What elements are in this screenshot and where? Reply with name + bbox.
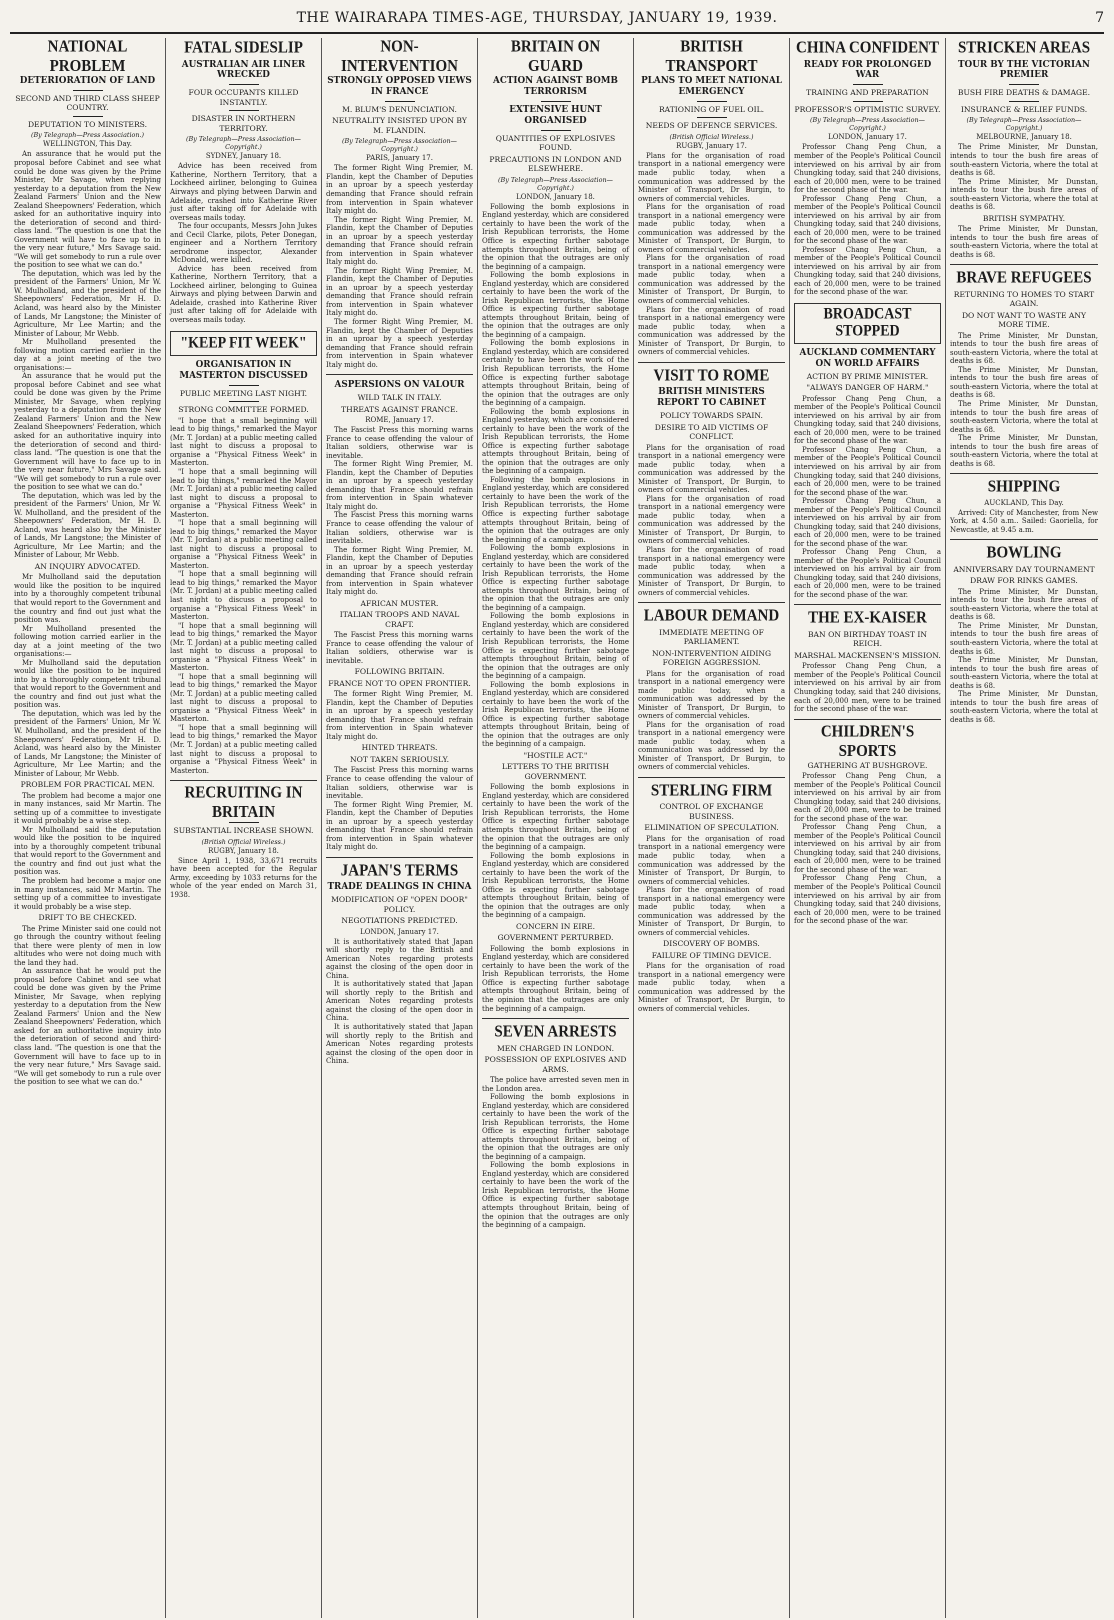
rule xyxy=(73,116,103,117)
dateline: (By Telegraph—Press Association—Copyright.) xyxy=(810,116,925,133)
paragraph: The Prime Minister, Mr Dunstan, intends to tour the bush fire areas of south-eastern Victoria, where the total at deaths is 68. xyxy=(950,143,1098,178)
subhead: FAILURE OF TIMING DEVICE. xyxy=(651,950,772,960)
subhead: ITALIAN TROOPS AND NAVAL CRAFT. xyxy=(339,610,460,629)
paragraph: The Fascist Press this morning warns France to cease offending the valour of Italian soldiers, otherwise war is inevitable. xyxy=(326,426,473,460)
paragraph: Following the bomb explosions in England yesterday, which are considered certainly to have been the work of the Irish Republican terrorists, the Home Office is expecting further sabotage attempts throughout Britain, being of the opinion that the outrages are only the beginning of a campaign. xyxy=(482,202,629,271)
article-body xyxy=(950,332,1098,469)
divider xyxy=(638,362,785,363)
paragraph: The deputation, which was led by the president of the Farmers' Union, Mr W. W. Mulholland, and the president of the Sheepowners' Federation, Mr H. D. Acland, was heard also by the Minister of Lands, Mr Langstone; the Minister of Agriculture, Mr Lee Martin; and the Minister of Labour, Mr Webb. xyxy=(14,269,161,338)
subhead: PUBLIC MEETING LAST NIGHT. xyxy=(179,388,308,398)
subhead: ORGANISATION IN MASTERTON DISCUSSED xyxy=(179,359,308,381)
paragraph: Plans for the organisation of road transport in a national emergency were made public today, when a communication was addressed by the Minister of Transport, Dr Burgin, to owners of commercial vehicles. xyxy=(638,886,785,937)
dateline: (By Telegraph—Press Association.) xyxy=(30,131,145,140)
article-body xyxy=(170,857,317,900)
headline-national-problem: NATIONAL PROBLEM xyxy=(47,38,128,75)
paragraph: "I hope that a small beginning will lead to big things," remarked the Mayor (Mr. T. Jordan) at a public meeting called last night to discuss a proposal to organise a "Physical Fitness Week" in Masterton. xyxy=(170,621,317,673)
article-body xyxy=(326,426,473,597)
paragraph: Following the bomb explosions in England yesterday, which are considered certainly to have been the work of the Irish Republican terrorists, the Home Office is expecting further sabotage attempts throughout Britain, being of the opinion that the outrages are only the beginning of a campaign. xyxy=(482,475,629,544)
paragraph: Following the bomb explosions in England yesterday, which are considered certainly to have been the work of the Irish Republican terrorists, the Home Office is expecting further sabotage attempts throughout Britain, being of the opinion that the outrages are only the beginning of a campaign. xyxy=(482,612,629,681)
paragraph: The former Right Wing Premier, M. Flandin, kept the Chamber of Deputies in an uproar by a speech yesterday demanding that France should refrain from intervention in Spain whatever Italy might do. xyxy=(326,460,473,511)
paragraph: Arrived: City of Manchester, from New York, at 4.50 a.m.. Sailed: Gaoriella, for Newcastle, at 9.45 a.m. xyxy=(950,508,1098,534)
paragraph: The problem had become a major one in many instances, said Mr Martin. The setting up of a committee to investigate it would probably be a wise step. xyxy=(14,876,161,911)
article-body xyxy=(794,395,941,600)
article-body xyxy=(14,150,161,560)
subhead: ELIMINATION OF SPECULATION. xyxy=(644,823,779,833)
subhead: BAN ON BIRTHDAY TOAST IN REICH. xyxy=(807,629,928,649)
paragraph: Following the bomb explosions in England yesterday, which are considered certainly to have been the work of the Irish Republican terrorists, the Home Office is expecting further sabotage attempts throughout Britain, being of the opinion that the outrages are only the beginning of a campaign. xyxy=(482,544,629,612)
subhead: DISCOVERY OF BOMBS. xyxy=(663,939,760,949)
subhead: RATIONING OF FUEL OIL. xyxy=(658,104,765,114)
paragraph: Professor Chang Peng Chun, a member of the People's Political Council interviewed on his arrival by air from Chungking today, said that 240 divisions, each of 20,000 men, were to be trained for the second phase of the war. xyxy=(794,245,941,297)
columns xyxy=(10,38,1104,1618)
subhead: THREATS AGAINST FRANCE. xyxy=(341,404,458,414)
headline-seven-arrests: SEVEN ARRESTS xyxy=(494,1022,617,1042)
headline-china-confident: CHINA CONFIDENT xyxy=(796,38,939,58)
subhead: CONCERN IN EIRE. xyxy=(515,921,596,931)
paragraph: The deputation, which was led by the president of the Farmers' Union, Mr W. W. Mulholland, and the president of the Sheepowners' Federation, Mr H. D. Acland, was heard also by the Minister of Lands, Mr Langstone; the Minister of Agriculture, Mr Lee Martin; and the Minister of Labour, Mr Webb. xyxy=(14,709,161,778)
column-fatal-sideslip xyxy=(166,38,322,1618)
paragraph: The Prime Minister, Mr Dunstan, intends to tour the bush fire areas of south-eastern Victoria, where the total at deaths is 68. xyxy=(950,434,1098,468)
article-body xyxy=(950,143,1098,211)
article-body xyxy=(950,225,1098,259)
rule xyxy=(853,101,883,102)
subhead: AFRICAN MUSTER. xyxy=(360,598,439,608)
article-body xyxy=(638,444,785,598)
divider xyxy=(170,780,317,781)
paragraph: Mr Mulholland said the deputation would like the position to be inquired into by a thoroughly competent tribunal that would report to the Government and the country and find out just what the position was. xyxy=(14,658,161,710)
paragraph: Plans for the organisation of road transport in a national emergency were made public today, when a communication was addressed by the Minister of Transport, Dr Burgin, to owners of commercial vehicles. xyxy=(638,720,785,772)
subhead: IMMEDIATE MEETING OF PARLIAMENT. xyxy=(659,627,764,647)
rule xyxy=(541,101,571,102)
paragraph: Following the bomb explosions in England yesterday, which are considered certainly to have been the work of the Irish Republican terrorists, the Home Office is expecting further sabotage attempts throughout Britain, being of the opinion that the outrages are only the beginning of a campaign. xyxy=(482,407,629,476)
masthead xyxy=(10,10,1104,34)
paragraph: Professor Chang Peng Chun, a member of the People's Political Council interviewed on his arrival by air from Chungking today, said that 240 divisions, each of 20,000 men, were to be trained for the second phase of the war. xyxy=(794,823,941,874)
subhead: PRECAUTIONS IN LONDON AND ELSEWHERE. xyxy=(489,154,622,174)
paragraph: The deputation, which was led by the president of the Farmers' Union, Mr W. W. Mulholland, and the president of the Sheepowners' Federation, Mr H. D. Acland, was heard also by the Minister of Lands, Mr Langstone; the Minister of Agriculture, Mr Lee Martin; and the Minister of Labour, Mr Webb. xyxy=(14,491,161,560)
broadcast-headline-box xyxy=(794,303,941,344)
place-line: WELLINGTON, This Day. xyxy=(43,140,132,149)
paragraph: It is authoritatively stated that Japan will shortly reply to the British and American Notes regarding protests against the closing of the open door in China. xyxy=(326,1023,473,1066)
article-body xyxy=(326,164,473,369)
rule xyxy=(541,130,571,131)
paragraph: Professor Chang Peng Chun, a member of the People's Political Council interviewed on his arrival by air from Chungking today, said that 240 divisions, each of 20,000 men, were to be trained for the second phase of the war. xyxy=(794,394,941,446)
paragraph: The police have arrested seven men in the London area. xyxy=(482,1076,629,1093)
paragraph: Following the bomb explosions in England yesterday, which are considered certainly to have been the work of the Irish Republican terrorists, the Home Office is expecting further sabotage attempts throughout Britain, being of the opinion that the outrages are only the beginning of a campaign. xyxy=(482,271,629,339)
paragraph: Professor Chang Peng Chun, a member of the People's Political Council interviewed on his arrival by air from Chungking today, said that 240 divisions, each of 20,000 men, were to be trained for the second phase of the war. xyxy=(794,445,941,497)
article-body xyxy=(950,588,1098,725)
subhead: STRONGLY OPPOSED VIEWS IN FRANCE xyxy=(327,76,472,97)
paragraph: Plans for the organisation of road transport in a national emergency were made public today, when a communication was addressed by the Minister of Transport, Dr Burgin, to owners of commercial vehicles. xyxy=(638,151,785,203)
subhead: SECOND AND THIRD CLASS SHEEP COUNTRY. xyxy=(15,93,160,113)
subhead: "ALWAYS DANGER OF HARM." xyxy=(806,383,929,393)
subhead: AUSTRALIAN AIR LINER WRECKED xyxy=(181,59,306,81)
subhead: ACTION BY PRIME MINISTER. xyxy=(806,371,929,381)
article-body xyxy=(14,925,161,1087)
subhead: DRIFT TO BE CHECKED. xyxy=(38,913,137,923)
paragraph: The Prime Minister, Mr Dunstan, intends to tour the bush fire areas of south-eastern Victoria, where the total at deaths is 68. xyxy=(950,656,1098,690)
subhead: LETTERS TO THE BRITISH GOVERNMENT. xyxy=(501,762,610,781)
article-body xyxy=(638,962,785,1013)
paragraph: The Fascist Press this morning warns France to cease offending the valour of Italian soldiers, otherwise war is inevitable. xyxy=(326,631,473,665)
paragraph: Following the bomb explosions in England yesterday, which are considered certainly to have been the work of the Irish Republican terrorists, the Home Office is expecting further sabotage attempts throughout Britain, being of the opinion that the outrages are only the beginning of a campaign. xyxy=(482,1093,629,1161)
place-line: PARIS, January 17. xyxy=(366,154,433,163)
article-body xyxy=(170,162,317,324)
subhead: POSSESSION OF EXPLOSIVES AND ARMS. xyxy=(484,1055,627,1074)
rule xyxy=(229,110,259,111)
subhead: HINTED THREATS. xyxy=(361,743,438,753)
column-britain-on-guard xyxy=(478,38,634,1618)
article-body xyxy=(638,152,785,357)
paragraph: It is authoritatively stated that Japan will shortly reply to the British and American Notes regarding protests against the closing of the open door in China. xyxy=(326,980,473,1023)
paragraph: Mr Mulholland presented the following motion carried earlier in the day at a joint meeting of the two organisations:— xyxy=(14,624,161,659)
paragraph: The former Right Wing Premier, M. Flandin, kept the Chamber of Deputies in an uproar by a speech yesterday demanding that France should refrain from intervention in Spain whatever Italy might do. xyxy=(326,317,473,369)
paragraph: The former Right Wing Premier, M. Flandin, kept the Chamber of Deputies in an uproar by a speech yesterday demanding that France should refrain from intervention in Spain whatever Italy might do. xyxy=(326,690,473,741)
headline-fatal-sideslip: FATAL SIDESLIP xyxy=(184,38,303,58)
place-line: LONDON, January 17. xyxy=(360,927,439,936)
subhead: INSURANCE & RELIEF FUNDS. xyxy=(960,104,1088,114)
subhead: QUANTITIES OF EXPLOSIVES FOUND. xyxy=(495,133,616,153)
headline-ex-kaiser: THE EX-KAISER xyxy=(808,609,927,628)
rule xyxy=(385,101,415,102)
keep-fit-headline-box xyxy=(170,331,317,356)
subhead: MEN CHARGED IN LONDON. xyxy=(497,1043,614,1053)
paragraph: The Prime Minister, Mr Dunstan, intends to tour the bush fire areas of south-eastern Victoria, where the total at deaths is 68. xyxy=(950,331,1098,366)
paragraph: An assurance that he would put the proposal before Cabinet and see what could be done was given by the Prime Minister, Mr Savage, when replying yesterday to a deputation from the New Zealand Farmers' Union and the New Zealand Sheepowners' Federation, which asked for an authoritative inquiry into the deterioration of second and third-class land. "The question is one that the Government will have to face up to in the very near future," Mrs Savage said. "We will get somebody to run a rule over the position to see what we can do." xyxy=(14,372,161,492)
article-body xyxy=(794,143,941,297)
subhead: AN INQUIRY ADVOCATED. xyxy=(34,561,141,571)
paragraph: "I hope that a small beginning will lead to big things," remarked the Mayor (Mr. T. Jordan) at a public meeting called last night to discuss a proposal to organise a "Physical Fitness Week" in Masterton. xyxy=(170,570,317,622)
page-number: 7 xyxy=(1095,10,1104,26)
paragraph: Professor Chang Peng Chun, a member of the People's Political Council interviewed on his arrival by air from Chungking today, said that 240 divisions, each of 20,000 men, were to be trained for the second phase of the war. xyxy=(794,772,941,823)
subhead: TOUR BY THE VICTORIAN PREMIER xyxy=(958,59,1090,81)
subhead: ANNIVERSARY DAY TOURNAMENT xyxy=(953,564,1095,574)
paragraph: "I hope that a small beginning will lead to big things," remarked the Mayor (Mr. T. Jordan) at a public meeting called last night to discuss a proposal to organise a "Physical Fitness Week" in Masterton. xyxy=(170,468,317,519)
subhead: RETURNING TO HOMES TO START AGAIN. xyxy=(953,289,1095,309)
subhead: FOUR OCCUPANTS KILLED INSTANTLY. xyxy=(188,88,299,107)
paragraph: Mr Mulholland presented the following motion carried earlier in the day at a joint meeting of the two organisations:— xyxy=(14,338,161,372)
place-line: MELBOURNE, January 18. xyxy=(976,133,1072,142)
paragraph: Following the bomb explosions in England yesterday, which are considered certainly to have been the work of the Irish Republican terrorists, the Home Office is expecting further sabotage attempts throughout Britain, being of the opinion that the outrages are only the beginning of a campaign. xyxy=(482,944,629,1013)
paragraph: "I hope that a small beginning will lead to big things," remarked the Mayor (Mr. T. Jordan) at a public meeting called last night to discuss a proposal to organise a "Physical Fitness Week" in Masterton. xyxy=(170,519,317,570)
divider xyxy=(326,857,473,858)
rule xyxy=(1009,84,1039,85)
article-body xyxy=(326,690,473,741)
article-body xyxy=(794,772,941,926)
subhead: PROBLEM FOR PRACTICAL MEN. xyxy=(20,780,155,790)
rule xyxy=(853,84,883,85)
article-body xyxy=(950,509,1098,535)
subhead: POLICY TOWARDS SPAIN. xyxy=(660,411,763,421)
rule xyxy=(697,101,727,102)
subhead: ASPERSIONS ON VALOUR xyxy=(334,380,465,391)
place-line: AUCKLAND, This Day. xyxy=(984,498,1064,507)
subhead: FOLLOWING BRITAIN. xyxy=(354,667,445,677)
subhead: DISASTER IN NORTHERN TERRITORY. xyxy=(191,114,296,133)
paragraph: Plans for the organisation of road transport in a national emergency were made public today, when a communication was addressed by the Minister of Transport, Dr Burgin, to owners of commercial vehicles. xyxy=(638,203,785,254)
rule xyxy=(229,401,259,402)
paragraph: The Prime Minister said one could not go through the country without feeling that there were plenty of men in low altitudes who were not doing much with the land they had. xyxy=(14,924,161,967)
headline-bowling: BOWLING xyxy=(986,544,1062,563)
paragraph: Plans for the organisation of road transport in a national emergency were made public today, when a communication was addressed by the Minister of Transport, Dr Burgin, to owners of commercial vehicles. xyxy=(638,669,785,721)
paragraph: The former Right Wing Premier, M. Flandin, kept the Chamber of Deputies in an uproar by a speech yesterday demanding that France should refrain from intervention in Spain whatever Italy might do. xyxy=(326,800,473,852)
paragraph: It is authoritatively stated that Japan will shortly reply to the British and American Notes regarding protests against the closing of the open door in China. xyxy=(326,937,473,980)
article-body xyxy=(482,945,629,1013)
rule xyxy=(73,90,103,91)
paragraph: Professor Chang Peng Chun, a member of the People's Political Council interviewed on his arrival by air from Chungking today, said that 240 divisions, each of 20,000 men, were to be trained for the second phase of the war. xyxy=(794,662,941,714)
subhead: NEGOTIATIONS PREDICTED. xyxy=(341,916,458,926)
subhead: BRITISH MINISTERS REPORT TO CABINET xyxy=(657,387,766,409)
paragraph: Following the bomb explosions in England yesterday, which are considered certainly to have been the work of the Irish Republican terrorists, the Home Office is expecting further sabotage attempts throughout Britain, being of the opinion that the outrages are only the beginning of a campaign. xyxy=(482,339,629,408)
paragraph: Plans for the organisation of road transport in a national emergency were made public today, when a communication was addressed by the Minister of Transport, Dr Burgin, to owners of commercial vehicles. xyxy=(638,545,785,597)
paragraph: The Prime Minister, Mr Dunstan, intends to tour the bush fire areas of south-eastern Victoria, where the total at deaths is 68. xyxy=(950,587,1098,622)
paragraph: An assurance that he would put the proposal before Cabinet and see what could be done was given by the Prime Minister, Mr Savage, when replying yesterday to a deputation from the New Zealand Farmers' Union and the New Zealand Sheepowners' Federation, which asked for an authoritative inquiry into the deterioration of second and third-class land. "The question is one that the Government will have to face up to in the very near future," Mrs Savage said. "We will get somebody to run a rule over the position to see what we can do." xyxy=(14,967,161,1087)
subhead: PROFESSOR'S OPTIMISTIC SURVEY. xyxy=(794,104,941,114)
rule xyxy=(697,117,727,118)
subhead: AUCKLAND COMMENTARY ON WORLD AFFAIRS xyxy=(799,347,936,369)
subhead: TRADE DEALINGS IN CHINA xyxy=(327,882,472,893)
article-body xyxy=(794,662,941,713)
article-body xyxy=(482,783,629,920)
subhead: STRONG COMMITTEE FORMED. xyxy=(178,405,309,415)
paragraph: Professor Chang Peng Chun, a member of the People's Political Council interviewed on his arrival by air from Chungking today, said that 240 divisions, each of 20,000 men, were to be trained for the second phase of the war. xyxy=(794,143,941,195)
rule xyxy=(229,84,259,85)
paragraph: Advice has been received from Katherine, Northern Territory, that a Lockheed airliner, belonging to Guinea Airways and plying between Darwin and Adelaide, crashed into Katherine River just after taking off for Adelaide with overseas mails today. xyxy=(170,162,317,222)
subhead: GATHERING AT BUSHGROVE. xyxy=(807,760,928,770)
paragraph: The former Right Wing Premier, M. Flandin, kept the Chamber of Deputies in an uproar by a speech yesterday demanding that France should refrain from intervention in Spain whatever Italy might do. xyxy=(326,545,473,597)
paragraph: Following the bomb explosions in England yesterday, which are considered certainly to have been the work of the Irish Republican terrorists, the Home Office is expecting further sabotage attempts throughout Britain, being of the opinion that the outrages are only the beginning of a campaign. xyxy=(482,1161,629,1230)
subhead: BUSH FIRE DEATHS & DAMAGE. xyxy=(957,88,1091,98)
divider xyxy=(950,539,1098,540)
subhead: DRAW FOR RINKS GAMES. xyxy=(970,576,1078,586)
paragraph: Professor Chang Peng Chun, a member of the People's Political Council interviewed on his arrival by air from Chungking today, said that 240 divisions, each of 20,000 men, were to be trained for the second phase of the war. xyxy=(794,548,941,599)
paragraph: "I hope that a small beginning will lead to big things," remarked the Mayor (Mr. T. Jordan) at a public meeting called last night to discuss a proposal to organise a "Physical Fitness Week" in Masterton. xyxy=(170,672,317,724)
paragraph: "I hope that a small beginning will lead to big things," remarked the Mayor (Mr. T. Jordan) at a public meeting called last night to discuss a proposal to organise a "Physical Fitness Week" in Masterton. xyxy=(170,416,317,468)
paragraph: The former Right Wing Premier, M. Flandin, kept the Chamber of Deputies in an uproar by a speech yesterday demanding that France should refrain from intervention in Spain whatever Italy might do. xyxy=(326,215,473,267)
headline-stricken-areas: STRICKEN AREAS xyxy=(957,38,1091,58)
headline-childrens-sports: CHILDREN'S SPORTS xyxy=(820,722,915,760)
paragraph: Plans for the organisation of road transport in a national emergency were made public today, when a communication was addressed by the Minister of Transport, Dr Burgin, to owners of commercial vehicles. xyxy=(638,834,785,886)
headline-keep-fit-week: "KEEP FIT WEEK" xyxy=(180,334,307,352)
paragraph: "I hope that a small beginning will lead to big things," remarked the Mayor (Mr. T. Jordan) at a public meeting called last night to discuss a proposal to organise a "Physical Fitness Week" in Masterton. xyxy=(170,723,317,775)
paragraph: Plans for the organisation of road transport in a national emergency were made public today, when a communication was addressed by the Minister of Transport, Dr Burgin, to owners of commercial vehicles. xyxy=(638,494,785,546)
headline-broadcast-stopped: BROADCAST STOPPED xyxy=(823,305,912,341)
place-line: RUGBY, January 18. xyxy=(208,846,279,855)
headline-sterling-firm: STERLING FIRM xyxy=(650,781,773,801)
subhead: BRITISH SYMPATHY. xyxy=(982,213,1066,223)
paragraph: The Prime Minister, Mr Dunstan, intends to tour the bush fire areas of south-eastern Victoria, where the total at deaths is 68. xyxy=(950,690,1098,724)
subhead: SUBSTANTIAL INCREASE SHOWN. xyxy=(173,826,314,836)
column-stricken-areas xyxy=(946,38,1102,1618)
paragraph: The Prime Minister, Mr Dunstan, intends to tour the bush fire areas of south-eastern Victoria, where the total at deaths is 68. xyxy=(950,365,1098,400)
article-body xyxy=(638,835,785,937)
place-line: ROME, January 17. xyxy=(365,416,434,425)
subhead: NON-INTERVENTION AIDING FOREIGN AGGRESSION. xyxy=(651,648,772,668)
article-body xyxy=(14,573,161,778)
place-line: RUGBY, January 17. xyxy=(676,141,747,150)
headline-britain-on-guard: BRITAIN ON GUARD xyxy=(510,38,601,75)
paragraph: Following the bomb explosions in England yesterday, which are considered certainly to have been the work of the Irish Republican terrorists, the Home Office is expecting further sabotage attempts throughout Britain, being of the opinion that the outrages are only the beginning of a campaign. xyxy=(482,783,629,852)
divider xyxy=(638,777,785,778)
divider xyxy=(794,604,941,605)
dateline: (British Official Wireless.) xyxy=(201,837,286,846)
paragraph: The former Right Wing Premier, M. Flandin, kept the Chamber of Deputies in an uproar by a speech yesterday demanding that France should refrain from intervention in Spain whatever Italy might do. xyxy=(326,164,473,216)
subhead: DEPUTATION TO MINISTERS. xyxy=(27,119,148,129)
article-body xyxy=(482,203,629,749)
paragraph: The Fascist Press this morning warns France to cease offending the valour of Italian soldiers, otherwise war is inevitable. xyxy=(326,511,473,546)
subhead: TRAINING AND PREPARATION xyxy=(806,88,929,98)
article-body xyxy=(14,792,161,911)
subhead: DO NOT WANT TO WASTE ANY MORE TIME. xyxy=(961,310,1087,330)
masthead-title: THE WAIRARAPA TIMES-AGE, THURSDAY, JANUARY 19, 1939. xyxy=(296,10,778,26)
paragraph: Plans for the organisation of road transport in a national emergency were made public today, when a communication was addressed by the Minister of Transport, Dr Burgin, to owners of commercial vehicles. xyxy=(638,962,785,1013)
rule xyxy=(1009,101,1039,102)
subhead: CONTROL OF EXCHANGE BUSINESS. xyxy=(659,802,764,821)
divider xyxy=(638,602,785,603)
article-body xyxy=(326,938,473,1066)
paragraph: The problem had become a major one in many instances, said Mr Martin. The setting up of a committee to investigate it would probably be a wise step. xyxy=(14,791,161,826)
rule xyxy=(229,385,259,386)
subhead: NEUTRALITY INSISTED UPON BY M. FLANDIN. xyxy=(332,116,467,135)
paragraph: Following the bomb explosions in England yesterday, which are considered certainly to have been the work of the Irish Republican terrorists, the Home Office is expecting further sabotage attempts throughout Britain, being of the opinion that the outrages are only the beginning of a campaign. xyxy=(482,680,629,749)
dateline: (By Telegraph—Press Association—Copyright.) xyxy=(342,137,457,154)
paragraph: Advice has been received from Katherine, Northern Territory, that a Lockheed airliner, belonging to Guinea Airways and plying between Darwin and Adelaide, crashed into Katherine River just after taking off for Adelaide with overseas mails today. xyxy=(170,264,317,324)
paragraph: Following the bomb explosions in England yesterday, which are considered certainly to have been the work of the Irish Republican terrorists, the Home Office is expecting further sabotage attempts throughout Britain, being of the opinion that the outrages are only the beginning of a campaign. xyxy=(482,851,629,920)
divider xyxy=(482,1018,629,1019)
article-body xyxy=(326,631,473,665)
paragraph: Professor Chang Peng Chun, a member of the People's Political Council interviewed on his arrival by air from Chungking today, said that 240 divisions, each of 20,000 men, were to be trained for the second phase of the war. xyxy=(794,497,941,548)
headline-british-transport: BRITISH TRANSPORT xyxy=(665,38,758,75)
paragraph: Plans for the organisation of road transport in a national emergency were made public today, when a communication was addressed by the Minister of Transport, Dr Burgin, to owners of commercial vehicles. xyxy=(638,443,785,495)
place-line: SYDNEY, January 18. xyxy=(205,152,282,161)
subhead: EXTENSIVE HUNT ORGANISED xyxy=(509,104,602,126)
paragraph: The Fascist Press this morning warns France to cease offending the valour of Italian soldiers, otherwise war is inevitable. xyxy=(326,766,473,801)
paragraph: The Prime Minister, Mr Dunstan, intends to tour the bush fire areas of south-eastern Victoria, where the total at deaths is 68. xyxy=(950,225,1098,259)
paragraph: An assurance that he would put the proposal before Cabinet and see what could be done was given by the Prime Minister, Mr Savage, when replying yesterday to a deputation from the New Zealand Farmers' Union and the New Zealand Sheepowners' Federation, which asked for an authoritative inquiry into the deterioration of second and third-class land. "The question is one that the Government will have to face up to in the very near future," Mrs Savage said. "We will get somebody to run a rule over the position to see what we can do." xyxy=(14,150,161,270)
subhead: MODIFICATION OF "OPEN DOOR" POLICY. xyxy=(331,895,468,914)
paragraph: Professor Chang Peng Chun, a member of the People's Political Council interviewed on his arrival by air from Chungking today, said that 240 divisions, each of 20,000 men, were to be trained for the second phase of the war. xyxy=(794,874,941,926)
subhead: DETERIORATION OF LAND xyxy=(19,76,156,86)
paragraph: Plans for the organisation of road transport in a national emergency were made public today, when a communication was addressed by the Minister of Transport, Dr Burgin, to owners of commercial vehicles. xyxy=(638,254,785,305)
subhead: ACTION AGAINST BOMB TERRORISM xyxy=(493,76,618,97)
headline-recruiting: RECRUITING IN BRITAIN xyxy=(184,783,303,822)
paragraph: Mr Mulholland said the deputation would like the position to be inquired into by a thoroughly competent tribunal that would report to the Government and the country and find out just what the position was. xyxy=(14,825,161,877)
column-british-transport xyxy=(634,38,790,1618)
paragraph: Mr Mulholland said the deputation would like the position to be inquired into by a thoroughly competent tribunal that would report to the Government and the country and find out just what the position was. xyxy=(14,573,161,625)
divider xyxy=(950,473,1098,474)
subhead: MARSHAL MACKENSEN'S MISSION. xyxy=(794,650,941,660)
dateline: (By Telegraph—Press Association—Copyright.) xyxy=(498,175,613,192)
paragraph: Since April 1, 1938, 33,671 recruits have been accepted for the Regular Army, exceeding by 1033 returns for the whole of the year ended on March 31, 1938. xyxy=(170,856,317,899)
article-body xyxy=(170,417,317,775)
paragraph: The Prime Minister, Mr Dunstan, intends to tour the bush fire areas of south-eastern Victoria, where the total at deaths is 68. xyxy=(950,399,1098,434)
column-national-problem xyxy=(10,38,166,1618)
subhead: PLANS TO MEET NATIONAL EMERGENCY xyxy=(641,76,782,97)
column-non-intervention xyxy=(322,38,478,1618)
headline-shipping: SHIPPING xyxy=(987,477,1061,497)
article-body xyxy=(638,670,785,772)
paragraph: Plans for the organisation of road transport in a national emergency were made public today, when a communication was addressed by the Minister of Transport, Dr Burgin, to owners of commercial vehicles. xyxy=(638,305,785,357)
headline-brave-refugees: BRAVE REFUGEES xyxy=(956,269,1092,288)
paragraph: The former Right Wing Premier, M. Flandin, kept the Chamber of Deputies in an uproar by a speech yesterday demanding that France should refrain from intervention in Spain whatever Italy might do. xyxy=(326,266,473,318)
subhead: "HOSTILE ACT." xyxy=(523,750,588,760)
paragraph: The Prime Minister, Mr Dunstan, intends to tour the bush fire areas of south-eastern Victoria, where the total at deaths is 68. xyxy=(950,621,1098,656)
place-line: LONDON, January 18. xyxy=(516,192,595,201)
subhead: DESIRE TO AID VICTIMS OF CONFLICT. xyxy=(654,422,769,442)
paragraph: The Prime Minister, Mr Dunstan, intends to tour the bush fire areas of south-eastern Victoria, where the total at deaths is 68. xyxy=(950,177,1098,212)
subhead: GOVERNMENT PERTURBED. xyxy=(497,933,614,943)
subhead: M. BLUM'S DENUNCIATION. xyxy=(342,104,457,114)
subhead: NOT TAKEN SERIOUSLY. xyxy=(349,754,450,764)
divider xyxy=(326,374,473,375)
headline-visit-to-rome: VISIT TO ROME xyxy=(653,366,770,385)
dateline: (By Telegraph—Press Association—Copyright.) xyxy=(186,135,301,152)
article-body xyxy=(326,766,473,851)
article-body xyxy=(482,1076,629,1230)
rule xyxy=(229,822,259,823)
place-line: LONDON, January 17. xyxy=(828,133,907,142)
paragraph: The four occupants, Messrs John Jukes and Cecil Clarke, pilots, Peter Donegan, engineer and a Northern Territory aerodrome inspector, Alexander McDonald, were killed. xyxy=(170,222,317,265)
dateline: (By Telegraph—Press Association—Copyright.) xyxy=(966,116,1082,133)
subhead: NEEDS OF DEFENCE SERVICES. xyxy=(645,121,778,131)
subhead: READY FOR PROLONGED WAR xyxy=(803,59,932,81)
divider xyxy=(950,264,1098,265)
headline-japans-terms: JAPAN'S TERMS xyxy=(340,861,459,880)
headline-labour-demand: LABOUR DEMAND xyxy=(643,606,780,626)
divider xyxy=(794,719,941,720)
headline-non-intervention: NON-INTERVENTION xyxy=(341,38,458,75)
subhead: WILD TALK IN ITALY. xyxy=(357,393,442,403)
dateline: (British Official Wireless.) xyxy=(669,132,754,141)
column-china-confident xyxy=(790,38,946,1618)
paragraph: Professor Chang Peng Chun, a member of the People's Political Council interviewed on his arrival by air from Chungking today, said that 240 divisions, each of 20,000 men, were to be trained for the second phase of the war. xyxy=(794,194,941,246)
subhead: FRANCE NOT TO OPEN FRONTIER. xyxy=(328,678,471,688)
